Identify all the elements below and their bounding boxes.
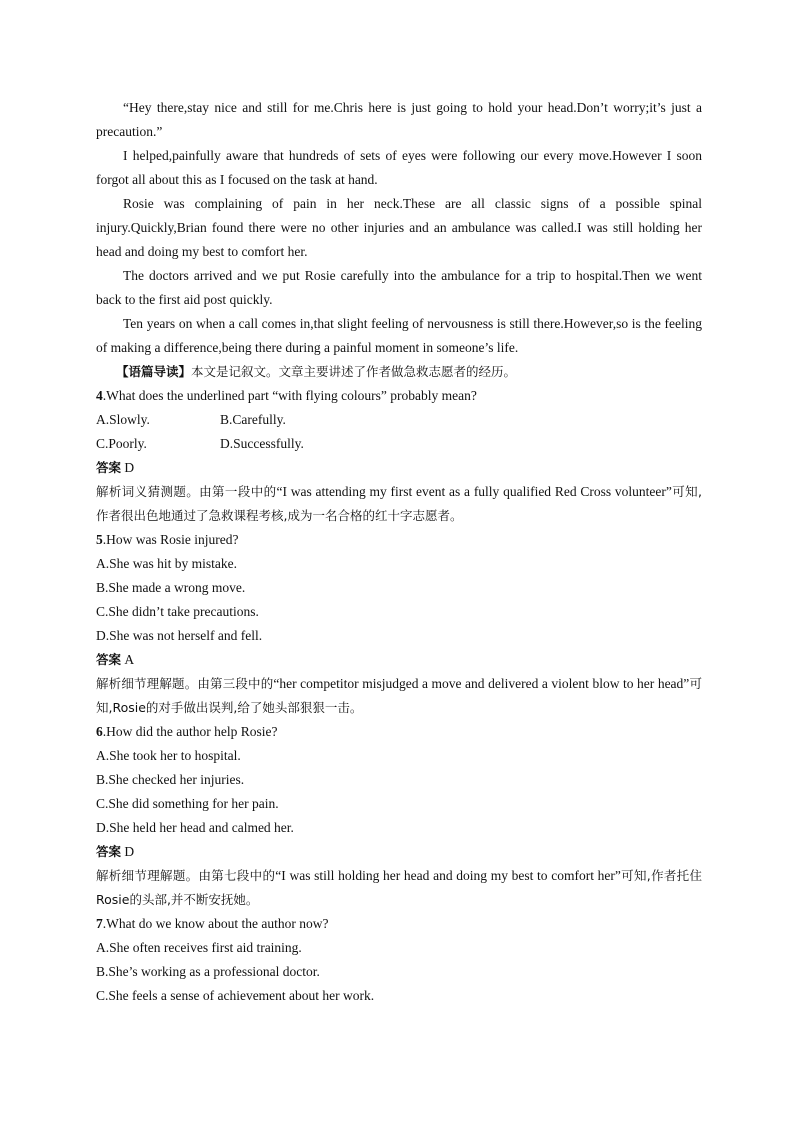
explanation-quote: “I was still holding her head and doing my best to comfort her” — [275, 868, 621, 883]
question-stem — [96, 384, 702, 408]
explanation — [96, 864, 702, 912]
option-a: A.She often receives first aid training. — [96, 940, 302, 955]
explanation-label: 解析 — [96, 868, 122, 883]
explanation-label: 解析 — [96, 484, 122, 499]
question-5 — [96, 528, 702, 720]
option-b: B.She checked her injuries. — [96, 772, 245, 787]
question-number: 6 — [96, 724, 103, 739]
option-c: C.Poorly. — [96, 436, 147, 451]
option-d: D.She was not herself and fell. — [96, 628, 263, 643]
explanation-suffix: 可知,Rosie的对手做出误判,给了她头部狠狠一击。 — [96, 676, 702, 715]
question-number: 7 — [96, 916, 103, 931]
explanation-suffix: 可知,作者托住Rosie的头部,并不断安抚她。 — [96, 868, 702, 907]
explanation — [96, 672, 702, 720]
question-text: .How was Rosie injured? — [102, 532, 239, 547]
answer-label: 答案 — [96, 460, 122, 475]
explanation-suffix: 可知,作者很出色地通过了急救课程考核,成为一名合格的红十字志愿者。 — [96, 484, 702, 523]
question-text: .What does the underlined part “with flying colours” probably mean? — [102, 388, 477, 403]
option-b: B.Carefully. — [220, 412, 286, 427]
answer-line — [96, 648, 702, 672]
question-stem — [96, 912, 702, 936]
option-a: A.Slowly. — [96, 412, 150, 427]
answer-line — [96, 456, 702, 480]
document-page — [96, 96, 702, 1008]
reading-guide — [96, 360, 702, 384]
answer-label: 答案 — [96, 844, 122, 859]
reading-guide-text: 本文是记叙文。文章主要讲述了作者做急救志愿者的经历。 — [191, 364, 517, 379]
option-c: C.She feels a sense of achievement about her work. — [96, 988, 375, 1003]
option-row — [96, 432, 702, 456]
passage-paragraph-1: “Hey there,stay nice and still for me.Chris here is just going to hold your head.Don’t worry;it’s just a precaution.” — [96, 100, 702, 139]
reading-guide-label: 【语篇导读】 — [116, 364, 192, 379]
explanation-quote: “her competitor misjudged a move and delivered a violent blow to her head” — [273, 676, 690, 691]
question-text: .How did the author help Rosie? — [102, 724, 278, 739]
answer-line — [96, 840, 702, 864]
answer-label: 答案 — [96, 652, 122, 667]
question-number: 4 — [96, 388, 103, 403]
passage-paragraph-4: The doctors arrived and we put Rosie carefully into the ambulance for a trip to hospital.Then we went back to the first aid post quickly. — [96, 268, 702, 307]
explanation-prefix: 细节理解题。由第三段中的 — [121, 676, 274, 691]
question-number: 5 — [96, 532, 103, 547]
answer-value: D — [124, 844, 135, 859]
option-d: D.Successfully. — [220, 436, 304, 451]
explanation-prefix: 词义猜测题。由第一段中的 — [121, 484, 277, 499]
explanation — [96, 480, 702, 528]
option-b: B.She made a wrong move. — [96, 580, 246, 595]
option-d: D.She held her head and calmed her. — [96, 820, 294, 835]
question-stem — [96, 528, 702, 552]
answer-value: A — [124, 652, 135, 667]
passage-paragraph-5: Ten years on when a call comes in,that slight feeling of nervousness is still there.However,so is the feeling of making a difference,being there during a painful moment in someone’s life. — [96, 316, 702, 355]
question-stem — [96, 720, 702, 744]
answer-value: D — [124, 460, 135, 475]
question-text: .What do we know about the author now? — [102, 916, 329, 931]
option-a: A.She took her to hospital. — [96, 748, 241, 763]
option-c: C.She didn’t take precautions. — [96, 604, 259, 619]
option-row — [96, 408, 702, 432]
question-7 — [96, 912, 702, 1008]
explanation-quote: “I was attending my first event as a fully qualified Red Cross volunteer” — [276, 484, 672, 499]
passage-paragraph-2: I helped,painfully aware that hundreds of sets of eyes were following our every move.However I soon forgot all about this as I focused on the task at hand. — [96, 148, 702, 187]
option-b: B.She’s working as a professional doctor. — [96, 964, 320, 979]
option-c: C.She did something for her pain. — [96, 796, 279, 811]
explanation-label: 解析 — [96, 676, 122, 691]
question-4 — [96, 384, 702, 528]
question-6 — [96, 720, 702, 912]
passage-paragraph-3: Rosie was complaining of pain in her neck.These are all classic signs of a possible spinal injury.Quickly,Brian found there were no other injuries and an ambulance was called.I was still holding her head and doing my best to comfort her. — [96, 196, 702, 259]
option-a: A.She was hit by mistake. — [96, 556, 237, 571]
explanation-prefix: 细节理解题。由第七段中的 — [121, 868, 276, 883]
